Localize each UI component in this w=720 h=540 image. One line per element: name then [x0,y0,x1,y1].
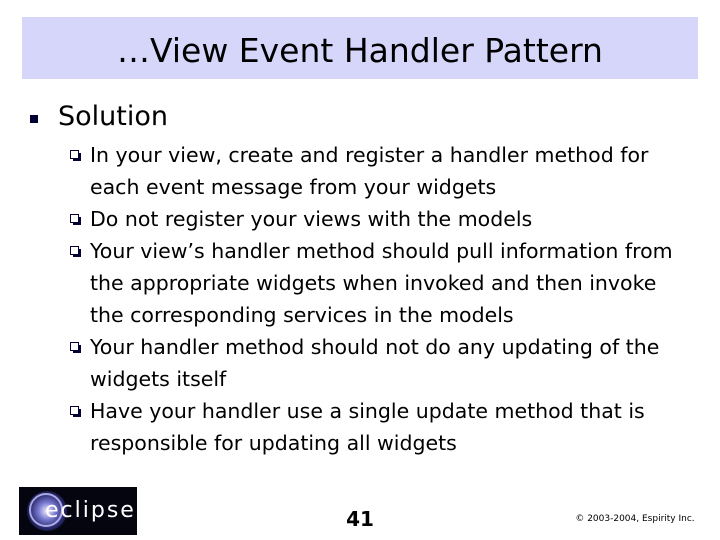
square-bullet-icon [30,115,38,123]
checkbox-bullet-icon [70,246,79,255]
checkbox-bullet-icon [70,342,79,351]
logo-text: eclipse [45,498,136,523]
eclipse-logo [19,487,137,535]
slide-title: …View Event Handler Pattern [117,31,603,70]
list-item-text: Do not register your views with the models [90,207,533,231]
checkbox-bullet-icon [70,406,79,415]
list-item-text: Have your handler use a single update method that is responsible for updating all widgets [90,399,645,455]
list-item-text: Your handler method should not do any updating of the widgets itself [90,335,660,391]
checkbox-bullet-icon [70,150,79,159]
checkbox-bullet-icon [70,214,79,223]
page-number: 41 [346,507,374,531]
section-heading: Solution [58,101,168,132]
list-item-text: In your view, create and register a handler method for each event message from your widgets [90,143,649,199]
copyright-notice: © 2003-2004, Espirity Inc. [575,514,695,524]
list-item-text: Your view’s handler method should pull information from the appropriate widgets when invoked and then invoke the corresponding services in the models [90,239,673,327]
